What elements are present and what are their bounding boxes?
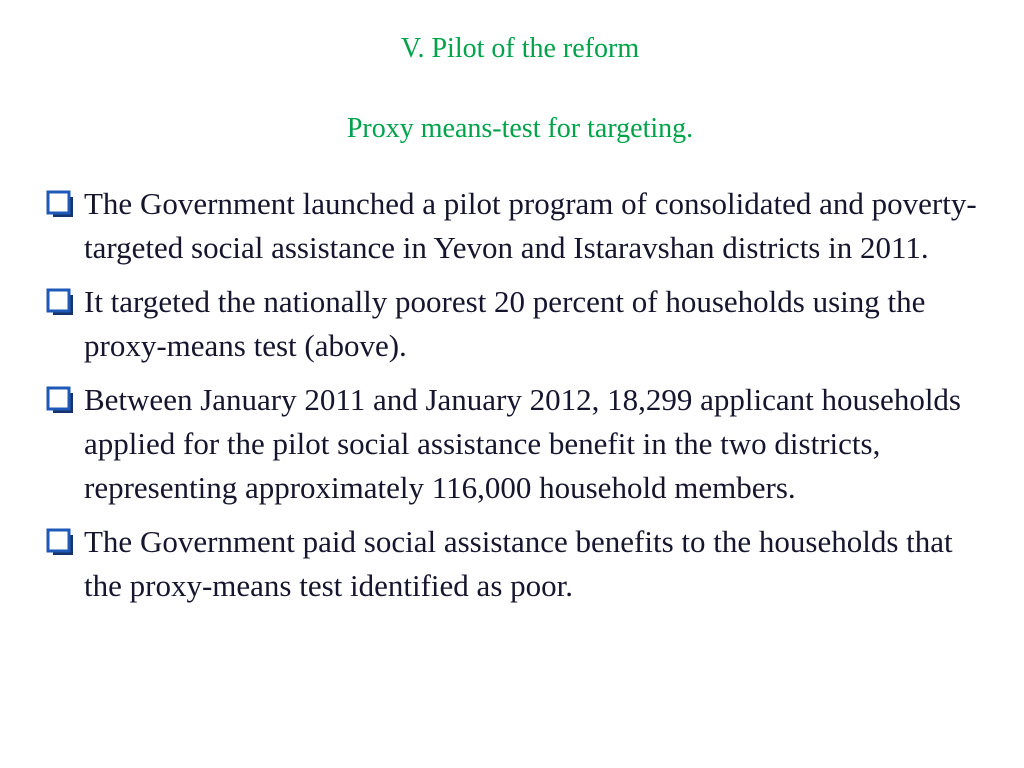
bullet-item [46,520,986,608]
bullet-text: The Government launched a pilot program of consolidated and poverty-targeted social assistance in Yevon and Istaravshan districts in 2011. [84,186,977,265]
bullet-text: It targeted the nationally poorest 20 percent of households using the proxy-means test (above). [84,284,926,363]
hollow-square-bullet-icon [46,288,75,317]
bullet-item [46,182,986,270]
bullet-text: The Government paid social assistance benefits to the households that the proxy-means test identified as poor. [84,524,953,603]
slide-subtitle: Proxy means-test for targeting. [346,113,694,144]
bullet-text: Between January 2011 and January 2012, 18,299 applicant households applied for the pilot social assistance benefit in the two districts, representing approximately 116,000 household members. [84,382,961,505]
title-block [0,28,1024,150]
hollow-square-bullet-icon [46,190,75,219]
bullet-item [46,378,986,510]
hollow-square-bullet-icon [46,386,75,415]
bullet-item [46,280,986,368]
slide-title: V. Pilot of the reform [400,33,640,64]
bullet-list [46,182,986,618]
hollow-square-bullet-icon [46,528,75,557]
